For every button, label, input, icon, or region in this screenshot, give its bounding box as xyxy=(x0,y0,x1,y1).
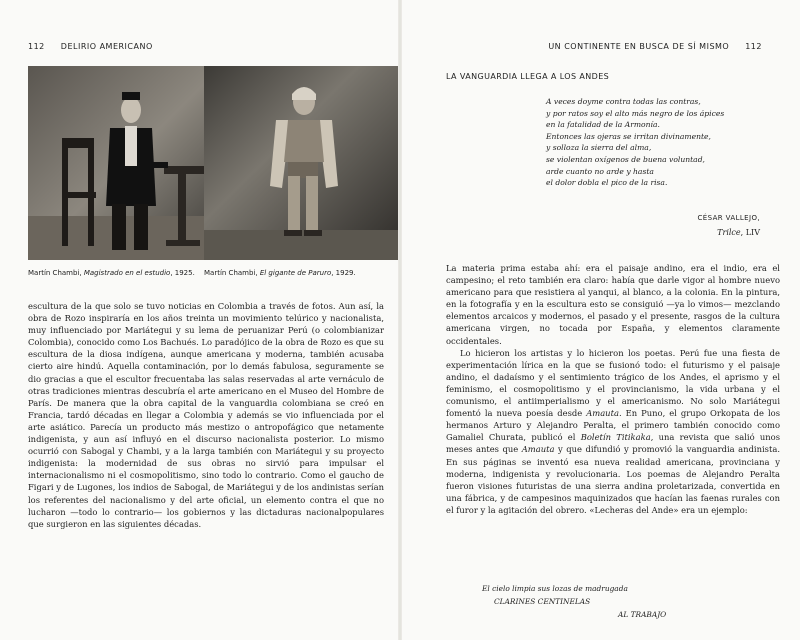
epigraph-line: arde cuanto no arde y hasta xyxy=(546,166,654,176)
poem-line-1: El cielo limpia sus lozas de madrugada xyxy=(482,584,628,593)
epigraph-line: en la fatalidad de la Armonía. xyxy=(546,120,660,130)
p2-part-c: , una revista que salió unos meses antes que xyxy=(446,432,781,455)
right-body-text xyxy=(446,262,780,516)
right-running-head xyxy=(548,42,762,51)
right-running-title: UN CONTINENTE EN BUSCA DE SÍ MISMO xyxy=(548,42,730,51)
photo-magistrado-image xyxy=(28,66,222,260)
left-running-head xyxy=(28,42,153,51)
section-title: LA VANGUARDIA LLEGA A LOS ANDES xyxy=(446,72,610,81)
p2-boletin: Boletín Titikaka xyxy=(580,432,651,443)
caption-b-year: , 1929. xyxy=(331,269,356,277)
right-paragraph-1: La materia prima estaba ahí: era el paisaje andino, era el indio, era el campesino; el reto también era claro: había que darle vigor al hombre nuevo americano para que resistiera al yanqui, al blanco, a la colonia. En la pintura, en la fotografía y en la escultura esto se consiguió —ya lo vimos— mezclando elementos arcaicos y modernos, el pasado y el presente, rasgos de la cultura americana virgen, no tocada por España, y elementos claramente occidentales. xyxy=(446,263,780,346)
epigraph-line: se violentan oxígenos de buena voluntad, xyxy=(546,154,705,164)
epigraph-line: el dolor dobla el pico de la risa. xyxy=(546,178,668,188)
epigraph-line: A veces doyme contra todas las contras, xyxy=(546,97,701,106)
photo-gigante-image xyxy=(204,66,398,260)
caption-b-author: Martín Chambi, xyxy=(204,269,260,277)
epigraph-source xyxy=(717,228,760,237)
epigraph-work-title: Trilce xyxy=(717,228,741,237)
caption-a-year: , 1925. xyxy=(170,269,195,277)
left-running-title: DELIRIO AMERICANO xyxy=(60,42,153,51)
right-paragraph-2 xyxy=(446,347,780,516)
p2-amauta-2: Amauta xyxy=(521,444,555,455)
right-page-number: 112 xyxy=(745,42,762,51)
p2-part-d: y que difundió y promovió la vanguardia andinista. En sus páginas se inventó esa nueva realidad americana, provinciana y moderna, indigenista y revolucionaria. Los poemas de Alejandro Peralta fueron visiones futuristas de una sierra andina proletarizada, convertida en una fábrica, y de campesinos maquinizados que hacían las faenas rurales con el furor y la agitación del obrero. «Lecheras del Ande» era un ejemplo: xyxy=(446,444,781,515)
caption-magistrado xyxy=(28,268,196,279)
epigraph xyxy=(546,96,776,189)
caption-a-author: Martín Chambi, xyxy=(28,269,84,277)
epigraph-line: Entonces las ojeras se irritan divinamente, xyxy=(546,131,711,141)
poem-line-3: AL TRABAJO xyxy=(618,610,667,619)
epigraph-line: y por ratos soy el alto más negro de los ápices xyxy=(546,108,725,118)
photo-magistrado xyxy=(28,66,222,260)
caption-gigante xyxy=(204,268,394,279)
p2-part-a: Lo hicieron los artistas y lo hicieron los poetas. Perú fue una fiesta de experimentación lírica en la que se fusionó todo: el futurismo y el paisaje andino, el dadaísmo y el sentimiento trágico de los Andes, el aprismo y el feminismo, el cosmopolitismo y el provincianismo, la vida urbana y el comunismo, el antiimperialismo y el americanismo. No solo Mariátegui fomentó la nueva poesía desde xyxy=(446,347,780,419)
left-body-text xyxy=(28,300,384,530)
left-paragraph: escultura de la que solo se tuvo noticias en Colombia a través de fotos. Aun así, la obra de Rozo inspiraría en los años treinta un movimiento telúrico y nacionalista, muy influenciado por Mariátegui y su lema de peruanizar Perú (o colombianizar Colombia), conocido como Los Bachués. Lo paradójico de la obra de Rozo es que su escultura de la diosa indígena, aunque americana y moderna, también acusaba cierto aire hindú. Aquella contaminación, por lo demás fabulosa, seguramente se dio gracias a que el escultor frecuentaba las salas reservadas al arte vernáculo de otras tradiciones mientras descubría el arte americano en el Museo del Hombre de París. De manera que la obra capital de la vanguardia colombiana se creó en Francia, tardó décadas en llegar a Colombia y además se vio influenciada por el arte asiático. Parecía un producto más mestizo o antropofágico que netamente indigenista, y aun así influyó en el discurso nacionalista posterior. Lo mismo ocurrió con Sabogal y Chambi, y a la larga también con Mariátegui y su proyecto indigenista: la modernidad de sus obras no sirvió para impulsar el internacionalismo ni el cosmopolitismo, sino todo lo contrario. Como el gaucho de Figari y de Lugones, los indios de Sabogal, de Mariátegui y de los andinistas serían los referentes del nacionalismo y del arte oficial, un elemento contra el que no lucharon —todo lo contrario— los gobiernos y las dictaduras nacionalpopulares que surgieron en las siguientes décadas. xyxy=(28,301,384,529)
p2-amauta-1: Amauta xyxy=(586,408,619,419)
epigraph-work-rest: , LIV xyxy=(740,228,760,237)
epigraph-line: y solloza la sierra del alma, xyxy=(546,143,652,153)
poem-line-2: CLARINES CENTINELAS xyxy=(494,597,591,606)
p2-part-b: . En Puno, el grupo Orkopata de los hermanos Arturo y Alejandro Peralta, el primero también conocido como Gamaliel Churata, publicó el xyxy=(446,408,781,443)
left-page-number: 112 xyxy=(28,42,45,51)
caption-a-title: Magistrado en el estudio xyxy=(83,269,171,277)
caption-b-title: El gigante de Paruro xyxy=(259,269,332,277)
epigraph-author: CÉSAR VALLEJO, xyxy=(697,214,760,222)
right-page xyxy=(400,0,800,640)
photo-gigante-de-paruro xyxy=(204,66,398,260)
